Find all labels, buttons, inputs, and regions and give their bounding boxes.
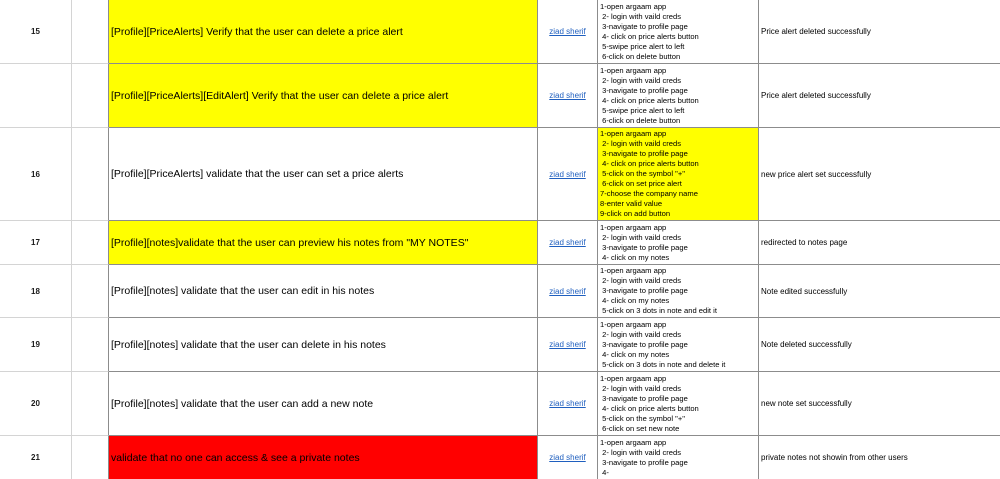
step-line: 2- login with vaild creds bbox=[600, 329, 682, 339]
table-row bbox=[0, 318, 1000, 372]
step-line: 2- login with vaild creds bbox=[600, 232, 682, 242]
steps-list bbox=[600, 223, 688, 263]
step-line: 4- click on price alerts button bbox=[600, 31, 699, 41]
step-line: 3-navigate to profile page bbox=[600, 85, 688, 95]
step-line: 6-click on delete button bbox=[600, 51, 681, 61]
author-link[interactable]: ziad sherif bbox=[549, 399, 586, 408]
step-line: 5-click on the symbol "+" bbox=[600, 413, 685, 423]
author-cell[interactable] bbox=[538, 128, 598, 221]
test-case-title-cell[interactable]: validate that no one can access & see a private notes bbox=[109, 436, 538, 479]
test-case-title-cell[interactable]: [Profile][PriceAlerts][EditAlert] Verify that the user can delete a price alert bbox=[109, 64, 538, 128]
author-cell[interactable] bbox=[538, 436, 598, 479]
step-line: 7-choose the company name bbox=[600, 189, 698, 198]
step-line: 3-navigate to profile page bbox=[600, 242, 688, 252]
expected-result-cell[interactable]: Note deleted successfully bbox=[759, 318, 1000, 372]
step-line: 4- click on my notes bbox=[600, 296, 670, 305]
empty-cell[interactable] bbox=[72, 64, 109, 128]
steps-list bbox=[600, 129, 699, 219]
step-line: 9-click on add button bbox=[600, 209, 671, 218]
row-number-cell[interactable] bbox=[0, 64, 72, 128]
steps-list bbox=[600, 374, 699, 434]
author-link[interactable]: ziad sherif bbox=[549, 453, 586, 462]
table-row bbox=[0, 221, 1000, 265]
step-line: 1-open argaam app bbox=[600, 129, 667, 138]
test-steps-cell[interactable] bbox=[598, 436, 759, 479]
step-line: 4- bbox=[600, 467, 609, 477]
step-line: 6-click on delete button bbox=[600, 115, 681, 125]
step-line: 1-open argaam app bbox=[600, 319, 667, 329]
step-line: 3-navigate to profile page bbox=[600, 457, 688, 467]
step-line: 6-click on set price alert bbox=[600, 179, 682, 188]
test-case-title-cell[interactable]: [Profile][notes] validate that the user can delete in his notes bbox=[109, 318, 538, 372]
step-line: 1-open argaam app bbox=[600, 222, 667, 232]
step-line: 3-navigate to profile page bbox=[600, 149, 688, 158]
test-case-title-cell[interactable]: [Profile][notes] validate that the user can add a new note bbox=[109, 372, 538, 436]
step-line: 5-click on 3 dots in note and edit it bbox=[600, 306, 717, 315]
table-row bbox=[0, 128, 1000, 221]
empty-cell[interactable] bbox=[72, 128, 109, 221]
step-line: 2- login with vaild creds bbox=[600, 276, 682, 285]
test-steps-cell[interactable] bbox=[598, 318, 759, 372]
author-link[interactable]: ziad sherif bbox=[549, 238, 586, 247]
step-line: 4- click on price alerts button bbox=[600, 95, 699, 105]
expected-result-cell[interactable]: Price alert deleted successfully bbox=[759, 64, 1000, 128]
steps-list bbox=[600, 66, 699, 126]
author-cell[interactable] bbox=[538, 64, 598, 128]
row-number-cell[interactable]: 17 bbox=[0, 221, 72, 265]
author-link[interactable]: ziad sherif bbox=[549, 27, 586, 36]
row-number-cell[interactable]: 21 bbox=[0, 436, 72, 479]
author-link[interactable]: ziad sherif bbox=[549, 286, 586, 296]
row-number-cell[interactable]: 18 bbox=[0, 265, 72, 318]
step-line: 3-navigate to profile page bbox=[600, 286, 688, 295]
step-line: 2- login with vaild creds bbox=[600, 11, 682, 21]
step-line: 4- click on my notes bbox=[600, 349, 670, 359]
test-steps-cell[interactable] bbox=[598, 64, 759, 128]
steps-list bbox=[600, 438, 688, 478]
row-number-cell[interactable]: 19 bbox=[0, 318, 72, 372]
empty-cell[interactable] bbox=[72, 265, 109, 318]
expected-result-cell[interactable]: new note set successfully bbox=[759, 372, 1000, 436]
author-cell[interactable] bbox=[538, 318, 598, 372]
step-line: 5-click on the symbol "+" bbox=[600, 169, 685, 178]
step-line: 1-open argaam app bbox=[600, 437, 667, 447]
table-row bbox=[0, 0, 1000, 64]
test-steps-cell[interactable] bbox=[598, 265, 759, 318]
steps-list bbox=[600, 2, 699, 62]
test-case-title-cell[interactable]: [Profile][PriceAlerts] validate that the user can set a price alerts bbox=[109, 128, 538, 221]
step-line: 5-click on 3 dots in note and delete it bbox=[600, 359, 726, 369]
step-line: 1-open argaam app bbox=[600, 373, 667, 383]
author-cell[interactable] bbox=[538, 372, 598, 436]
step-line: 2- login with vaild creds bbox=[600, 383, 682, 393]
test-case-title-cell[interactable]: [Profile][PriceAlerts] Verify that the user can delete a price alert bbox=[109, 0, 538, 64]
author-link[interactable]: ziad sherif bbox=[549, 169, 586, 179]
test-case-title-cell[interactable]: [Profile][notes] validate that the user can edit in his notes bbox=[109, 265, 538, 318]
expected-result-cell[interactable]: Price alert deleted successfully bbox=[759, 0, 1000, 64]
expected-result-cell[interactable]: new price alert set successfully bbox=[759, 128, 1000, 221]
empty-cell[interactable] bbox=[72, 0, 109, 64]
expected-result-cell[interactable]: redirected to notes page bbox=[759, 221, 1000, 265]
author-cell[interactable] bbox=[538, 0, 598, 64]
test-case-title-cell[interactable]: [Profile][notes]validate that the user can preview his notes from "MY NOTES" bbox=[109, 221, 538, 265]
step-line: 1-open argaam app bbox=[600, 1, 667, 11]
step-line: 2- login with vaild creds bbox=[600, 75, 682, 85]
test-steps-cell[interactable] bbox=[598, 128, 759, 221]
test-steps-cell[interactable] bbox=[598, 0, 759, 64]
step-line: 4- click on price alerts button bbox=[600, 159, 699, 168]
expected-result-cell[interactable]: Note edited successfully bbox=[759, 265, 1000, 318]
step-line: 4- click on price alerts button bbox=[600, 403, 699, 413]
table-row bbox=[0, 372, 1000, 436]
step-line: 8-enter valid value bbox=[600, 199, 663, 208]
row-number-cell[interactable]: 15 bbox=[0, 0, 72, 64]
step-line: 3-navigate to profile page bbox=[600, 393, 688, 403]
table-row bbox=[0, 436, 1000, 479]
test-steps-cell[interactable] bbox=[598, 221, 759, 265]
step-line: 5-swipe price alert to left bbox=[600, 41, 685, 51]
author-cell[interactable] bbox=[538, 221, 598, 265]
empty-cell[interactable] bbox=[72, 372, 109, 436]
step-line: 1-open argaam app bbox=[600, 65, 667, 75]
step-line: 6-click on set new note bbox=[600, 423, 680, 433]
row-number-cell[interactable]: 16 bbox=[0, 128, 72, 221]
step-line: 2- login with vaild creds bbox=[600, 139, 682, 148]
steps-list bbox=[600, 266, 717, 316]
step-line: 3-navigate to profile page bbox=[600, 21, 688, 31]
empty-cell[interactable] bbox=[72, 221, 109, 265]
table-row bbox=[0, 64, 1000, 128]
empty-cell[interactable] bbox=[72, 318, 109, 372]
author-link[interactable]: ziad sherif bbox=[549, 91, 586, 100]
test-steps-cell[interactable] bbox=[598, 372, 759, 436]
author-cell[interactable] bbox=[538, 265, 598, 318]
step-line: 4- click on my notes bbox=[600, 252, 670, 262]
step-line: 3-navigate to profile page bbox=[600, 339, 688, 349]
step-line: 5-swipe price alert to left bbox=[600, 105, 685, 115]
step-line: 2- login with vaild creds bbox=[600, 447, 682, 457]
expected-result-cell[interactable]: private notes not showin from other users bbox=[759, 436, 1000, 479]
author-link[interactable]: ziad sherif bbox=[549, 340, 586, 349]
row-number-cell[interactable]: 20 bbox=[0, 372, 72, 436]
table-row bbox=[0, 265, 1000, 318]
steps-list bbox=[600, 320, 725, 370]
step-line: 1-open argaam app bbox=[600, 266, 667, 275]
empty-cell[interactable] bbox=[72, 436, 109, 479]
